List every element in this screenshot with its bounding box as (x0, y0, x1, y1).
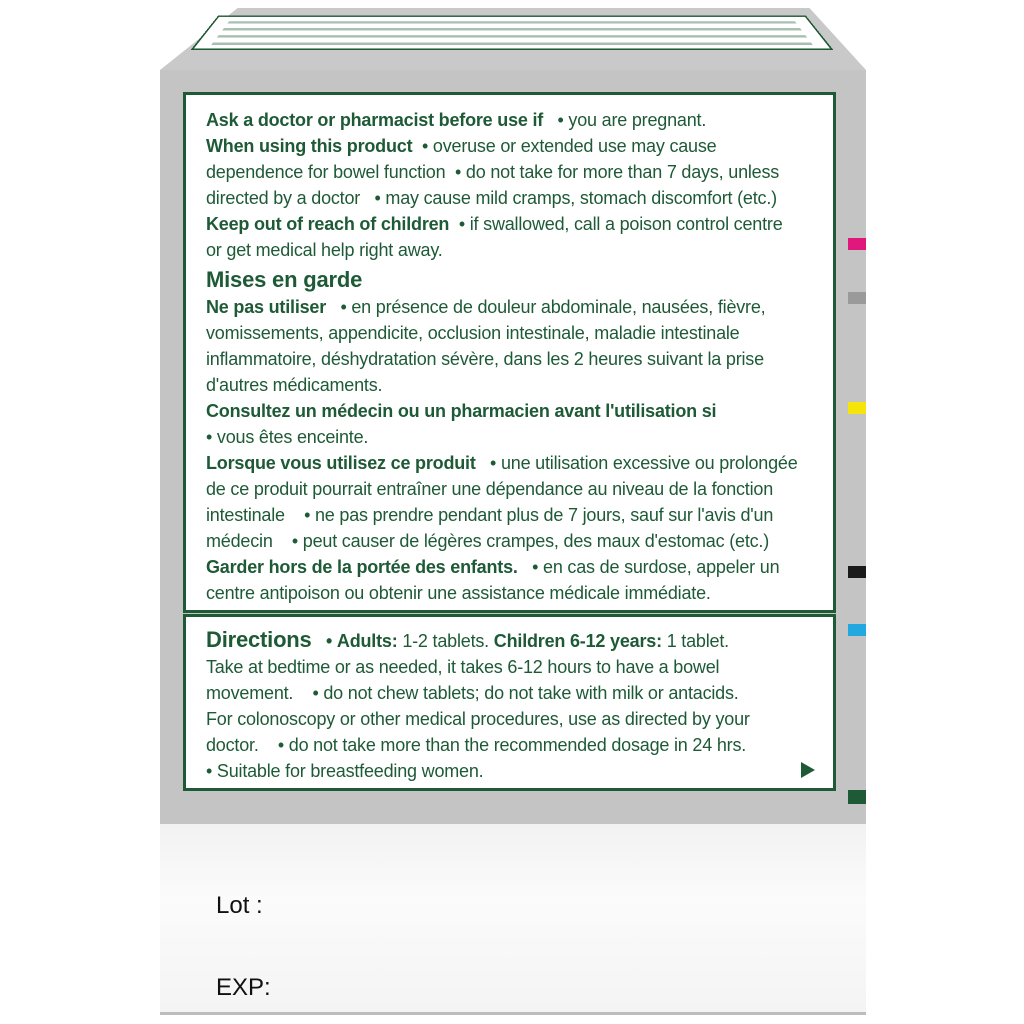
color-swatch-gray (848, 292, 866, 304)
directions-line-3 (206, 680, 821, 706)
lorsque-heading: Lorsque vous utilisez ce produit (206, 453, 476, 473)
color-swatch-black (848, 566, 866, 578)
mises-en-garde-title-line (206, 267, 821, 294)
directions-line-4: For colonoscopy or other medical procedures, use as directed by your (206, 709, 750, 729)
garder-text: centre antipoison ou obtenir une assistance médicale immédiate. (206, 583, 711, 603)
consultez-heading: Consultez un médecin ou un pharmacien avant l'utilisation si (206, 401, 717, 421)
box-top-label-panel (190, 15, 833, 50)
continue-arrow-icon (801, 762, 815, 778)
color-swatch-cyan (848, 624, 866, 636)
ask-doctor-text: • you are pregnant. (557, 110, 707, 130)
lorsque-text: intestinale (206, 505, 285, 525)
warnings-panel (183, 92, 836, 613)
garder-heading: Garder hors de la portée des enfants. (206, 557, 518, 577)
keep-out-line (206, 211, 821, 263)
when-using-heading: When using this product (206, 136, 413, 156)
when-using-line (206, 133, 821, 211)
keep-out-heading: Keep out of reach of children (206, 214, 450, 234)
ne-pas-heading: Ne pas utiliser (206, 297, 327, 317)
children-label: Children 6-12 years: (493, 631, 662, 651)
color-swatch-magenta (848, 238, 866, 250)
ne-pas-text: • en présence de douleur abdominale, nausées, fièvre, (340, 297, 766, 317)
lorsque-text: médecin (206, 531, 273, 551)
directions-text-fragment: doctor. (206, 735, 259, 755)
directions-text-fragment: • do not take more than the recommended dosage in 24 hrs. (277, 735, 747, 755)
lorsque-text: de ce produit pourrait entraîner une dépendance au niveau de la fonction (206, 479, 774, 499)
keep-out-text: • if swallowed, call a poison control centre (458, 214, 783, 234)
lorsque-line (206, 450, 821, 554)
ask-doctor-line (206, 107, 821, 133)
color-swatch-yellow (848, 402, 866, 414)
ne-pas-line (206, 294, 821, 398)
consultez-text: • vous êtes enceinte. (206, 427, 369, 447)
garder-text: • en cas de surdose, appeler un (532, 557, 780, 577)
lorsque-text: • peut causer de légères crampes, des maux d'estomac (etc.) (291, 531, 770, 551)
warnings-text (206, 107, 821, 606)
directions-line-1 (206, 627, 821, 654)
lorsque-text: • une utilisation excessive ou prolongée (490, 453, 798, 473)
ne-pas-text: vomissements, appendicite, occlusion intestinale, maladie intestinale (206, 323, 740, 343)
lot-label: Lot : (216, 892, 263, 919)
directions-text (206, 627, 821, 784)
color-swatch-green (848, 790, 866, 804)
directions-text-fragment: movement. (206, 683, 294, 703)
adults-label: Adults: (336, 631, 398, 651)
directions-title: Directions (206, 627, 312, 652)
directions-text-fragment: • do not chew tablets; do not take with milk or antacids. (312, 683, 739, 703)
directions-line-2: Take at bedtime or as needed, it takes 6-12 hours to have a bowel (206, 657, 720, 677)
consultez-line (206, 398, 821, 450)
children-text: 1 tablet. (666, 631, 729, 651)
keep-out-text: or get medical help right away. (206, 240, 443, 260)
adults-text: 1-2 tablets. (402, 631, 489, 651)
bullet: • (326, 631, 333, 651)
mises-en-garde-title: Mises en garde (206, 267, 363, 292)
directions-line-6: • Suitable for breastfeeding women. (206, 761, 484, 781)
directions-line-5 (206, 732, 821, 758)
ne-pas-text: inflammatoire, déshydratation sévère, dans les 2 heures suivant la prise (206, 349, 764, 369)
when-using-text: dependence for bowel function (206, 162, 446, 182)
directions-panel (183, 614, 836, 791)
lorsque-text: • ne pas prendre pendant plus de 7 jours, sauf sur l'avis d'un (304, 505, 774, 525)
when-using-text: • overuse or extended use may cause (422, 136, 717, 156)
when-using-text: directed by a doctor (206, 188, 361, 208)
ask-doctor-heading: Ask a doctor or pharmacist before use if (206, 110, 544, 130)
when-using-text: • do not take for more than 7 days, unless (455, 162, 780, 182)
garder-line (206, 554, 821, 606)
ne-pas-text: d'autres médicaments. (206, 375, 383, 395)
when-using-text: • may cause mild cramps, stomach discomfort (etc.) (374, 188, 777, 208)
exp-label: EXP: (216, 974, 271, 1001)
